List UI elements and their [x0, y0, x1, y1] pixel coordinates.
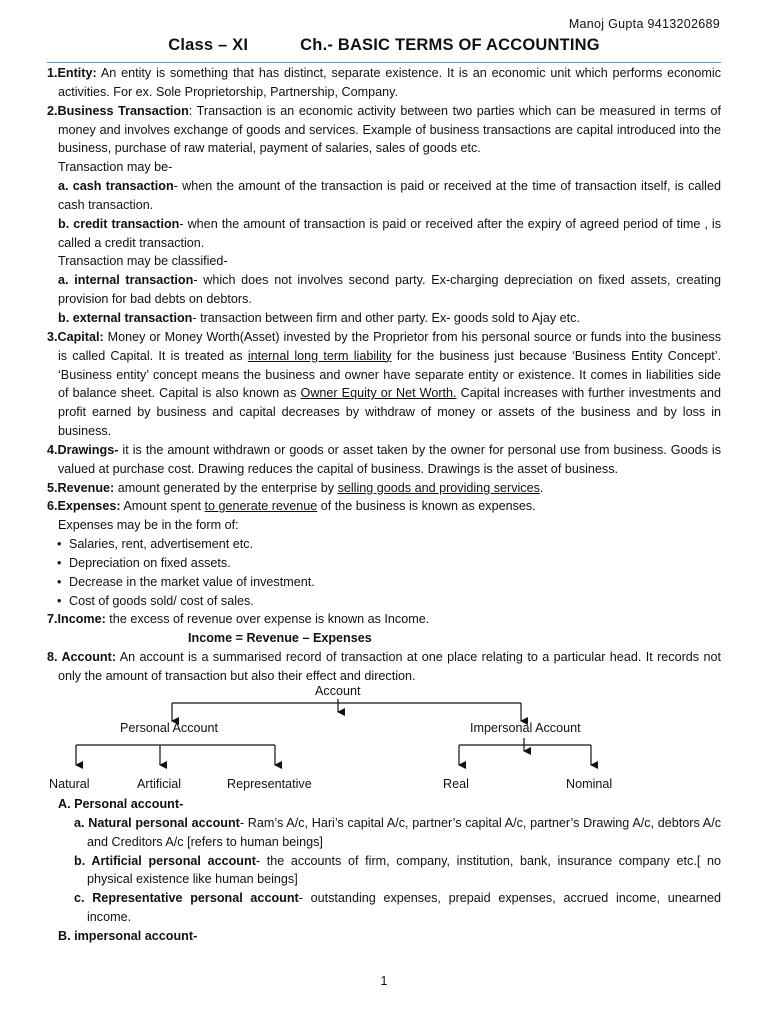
- expenses-forms: Expenses may be in the form of:: [58, 518, 239, 533]
- definition-part: Money or Money Worth(Asset) invested by the Proprietor from his personal source or funds into the business is called Capital. It is treated as: [58, 329, 721, 363]
- tree-personal-account: Personal Account: [120, 721, 219, 735]
- transaction-may-be: Transaction may be-: [58, 160, 173, 175]
- natural-personal-account: [47, 814, 721, 852]
- definition-part: for the business just because ‘Business Entity Concept’. ‘Business entity’ concept means the business and owner have separate entity or existence. It comes in liabilities side of balance sheet. Capital is also known as: [58, 348, 722, 401]
- personal-account-section: [47, 795, 721, 946]
- term: Revenue:: [57, 480, 115, 495]
- class-label: Class – XI: [168, 36, 249, 54]
- artificial-personal-account: [47, 852, 721, 890]
- section-number: 8.: [47, 650, 58, 665]
- bullet-icon: •: [57, 574, 62, 589]
- definition: the excess of revenue over expense is known as Income.: [105, 612, 430, 627]
- income-formula: Income = Revenue – Expenses: [188, 631, 372, 646]
- tree-representative: Representative: [227, 777, 312, 791]
- definition-part: Capital increases with further investments and profit earned by business and capital decreases by withdraw of money or assets of the business and by loss in business.: [58, 386, 721, 439]
- term: Capital:: [57, 329, 104, 344]
- bullet-icon: •: [57, 555, 62, 570]
- definition: - when the amount of the transaction is paid or received at the time of transaction itself, is called cash transaction.: [58, 179, 721, 212]
- list-item-text: Decrease in the market value of investment.: [69, 574, 315, 589]
- personal-account-heading: [47, 795, 721, 814]
- definition: - transaction between firm and other party. Ex- goods sold to Ajay etc.: [192, 310, 580, 325]
- term: c. Representative personal account: [74, 891, 299, 906]
- transaction-classified: Transaction may be classified-: [58, 254, 228, 269]
- heading-text: B. impersonal account-: [58, 928, 198, 943]
- underlined-phrase: Owner Equity or Net Worth.: [300, 386, 457, 401]
- term: Drawings-: [57, 442, 119, 457]
- term: b. external transaction: [58, 310, 193, 325]
- tree-impersonal-account: Impersonal Account: [470, 721, 581, 735]
- author-contact: Manoj Gupta 9413202689: [568, 17, 720, 31]
- definition-part: Amount spent: [120, 499, 205, 514]
- definition: - the accounts of firm, company, institution, bank, insurance company etc.[ no physical existence like human beings]: [87, 853, 721, 887]
- page-number: 1: [380, 974, 388, 988]
- impersonal-account-heading: [47, 927, 721, 946]
- term: a. Natural personal account: [74, 815, 240, 830]
- tree-root-account: Account: [315, 684, 361, 698]
- list-item-text: Depreciation on fixed assets.: [69, 555, 231, 570]
- underlined-phrase: internal long term liability: [247, 348, 392, 363]
- tree-artificial: Artificial: [137, 777, 182, 791]
- definition-part: of the business is known as expenses.: [317, 499, 536, 514]
- underlined-phrase: selling goods and providing services: [337, 480, 540, 495]
- term: b. credit transaction: [58, 216, 180, 231]
- definition: - Ram’s A/c, Hari’s capital A/c, partner’s capital A/c, partner’s Drawing A/c, debtors A/c and Creditors A/c [refers to human beings]: [87, 815, 721, 849]
- term: Entity:: [57, 66, 97, 80]
- term: b. Artificial personal account: [74, 853, 256, 868]
- term: Expenses:: [57, 499, 121, 514]
- definition-part: .: [539, 480, 544, 495]
- tree-natural: Natural: [49, 777, 90, 791]
- term: Income:: [57, 612, 106, 627]
- definition: - which does not involves second party. Ex-charging depreciation on fixed assets, creating provision for bad debts on debtors.: [58, 273, 721, 307]
- section-number: 4.: [47, 442, 58, 457]
- section-number: 2.: [47, 103, 58, 118]
- bullet-icon: •: [57, 593, 62, 608]
- definition: An entity is something that has distinct, separate existence. It is an economic unit which performs economic activities. For ex. Sole Proprietorship, Partnership, Company.: [58, 66, 721, 99]
- term: a. internal transaction: [58, 273, 194, 288]
- tree-nominal: Nominal: [566, 777, 613, 791]
- definition-part: amount generated by the enterprise by: [114, 480, 338, 495]
- chapter-title: Ch.- BASIC TERMS OF ACCOUNTING: [300, 36, 600, 54]
- list-item-text: Cost of goods sold/ cost of sales.: [69, 593, 254, 608]
- bullet-icon: •: [57, 537, 62, 552]
- tree-real: Real: [443, 777, 469, 791]
- list-item-text: Salaries, rent, advertisement etc.: [69, 537, 254, 552]
- representative-personal-account: [47, 889, 721, 927]
- underlined-phrase: to generate revenue: [204, 499, 318, 514]
- definition: : Transaction is an economic activity between two parties which can be measured in terms of money and involves exchange of goods and services. Example of business transactions are capital introduced into the business, purchase of raw material, payment of salaries, sales of goods etc.: [58, 103, 722, 156]
- heading-text: A. Personal account-: [58, 797, 184, 811]
- term: Account:: [57, 650, 117, 665]
- section-number: 6.: [47, 499, 58, 514]
- section-number: 1.: [47, 66, 58, 80]
- definition: - outstanding expenses, prepaid expenses, accrued income, unearned income.: [87, 891, 721, 925]
- section-number: 7.: [47, 612, 58, 627]
- term: a. cash transaction: [58, 179, 174, 194]
- term: Business Transaction: [57, 103, 189, 118]
- section-number: 5.: [47, 480, 58, 495]
- section-number: 3.: [47, 329, 58, 344]
- definition: it is the amount withdrawn or goods or asset taken by the owner for personal use from business. Goods is valued at purchase cost. Drawing reduces the capital of business. Drawings is the asset of business.: [58, 442, 721, 476]
- definition: - when the amount of transaction is paid or received after the expiry of agreed period of time , is called a credit transaction.: [58, 216, 721, 250]
- definition: An account is a summarised record of transaction at one place relating to a particular head. It records not only the amount of transaction but also their effect and direction.: [58, 650, 721, 683]
